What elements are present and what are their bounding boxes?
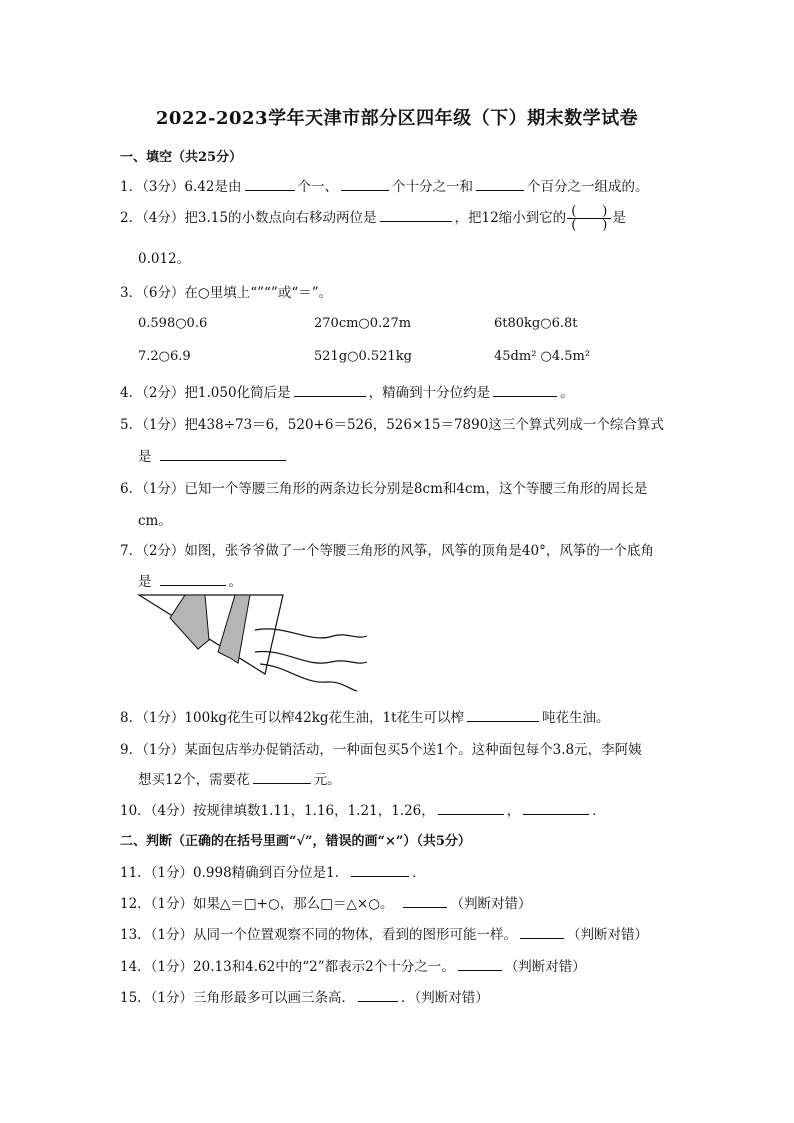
- compare-item: 6t80kg○6.8t: [494, 316, 578, 331]
- answer-blank[interactable]: [458, 956, 502, 971]
- compare-item: 45dm² ○4.5m²: [494, 349, 591, 364]
- compare-item: 270cm○0.27m: [314, 316, 412, 331]
- question-14: 14．（1分）20.13和4.62中的“2”都表示2个十分之一。 （判断对错）: [120, 955, 586, 975]
- answer-blank[interactable]: [245, 176, 295, 191]
- question-9: 9．（1分）某面包店举办促销活动，一种面包买5个送1个。这种面包每个3.8元，李阿姨: [120, 742, 642, 758]
- question-2: 2．（4分）把3.15的小数点向右移动两位是 ，把12缩小到它的 $\frac{( )}{( )}$ 是: [120, 204, 626, 233]
- page-title: 2022-2023学年天津市部分区四年级（下）期末数学试卷: [155, 108, 639, 129]
- answer-blank[interactable]: [520, 924, 564, 939]
- compare-item: 7.2○6.9: [138, 349, 191, 364]
- question-12: 12．（1分）如果△＝□+○，那么□＝△×○。 （判断对错）: [120, 892, 531, 912]
- answer-blank[interactable]: [358, 987, 398, 1002]
- compare-item: 521g○0.521kg: [314, 349, 412, 364]
- question-6-continued: cm。: [138, 513, 172, 529]
- question-5-continued: 是: [138, 445, 289, 465]
- answer-blank[interactable]: [476, 176, 524, 191]
- answer-blank[interactable]: [403, 893, 447, 908]
- question-4: 4．（2分）把1.050化简后是 ，精确到十分位约是 。: [120, 381, 574, 401]
- answer-blank[interactable]: [341, 176, 389, 191]
- kite-figure: [135, 592, 375, 698]
- question-1: 1．（3分）6.42是由 个一、 个十分之一和 个百分之一组成的。: [120, 175, 649, 195]
- question-15: 15．（1分）三角形最多可以画三条高． ．（判断对错）: [120, 986, 489, 1006]
- answer-blank[interactable]: [294, 382, 366, 397]
- question-6: 6．（1分）已知一个等腰三角形的两条边长分别是8cm和4cm，这个等腰三角形的周长是: [120, 481, 648, 497]
- question-9-continued: 想买12个，需要花 元。: [138, 768, 341, 788]
- answer-blank[interactable]: [438, 800, 504, 815]
- question-2-continued: 0.012。: [138, 251, 191, 267]
- question-7-continued: 是 。: [138, 570, 242, 590]
- answer-blank[interactable]: [351, 862, 409, 877]
- answer-blank[interactable]: [160, 446, 286, 461]
- answer-blank[interactable]: [467, 707, 539, 722]
- compare-item: 0.598○0.6: [138, 316, 208, 331]
- answer-blank[interactable]: [160, 571, 226, 586]
- question-8: 8．（1分）100kg花生可以榨42kg花生油，1t花生可以榨 吨花生油。: [120, 706, 610, 726]
- kite-tail: [260, 664, 357, 691]
- answer-blank[interactable]: [380, 207, 452, 222]
- question-3: 3．（6分）在○里填上“”“”或“＝”。: [120, 285, 333, 301]
- section-heading-judgement: 二、判断（正确的在括号里画“√”，错误的画“×”）（共5分）: [120, 834, 471, 849]
- question-11: 11．（1分）0.998精确到百分位是1． ．: [120, 861, 426, 881]
- answer-blank[interactable]: [523, 800, 589, 815]
- question-5: 5．（1分）把438÷73＝6，520+6＝526，526×15＝7890这三个算式列成一个综合算式: [120, 417, 664, 433]
- section-heading-fill-in: 一、填空（共25分）: [120, 150, 243, 165]
- question-10: 10．（4分）按规律填数1.11，1.16，1.21，1.26， ， ．: [120, 799, 606, 819]
- question-7: 7．（2分）如图，张爷爷做了一个等腰三角形的风筝，风筝的顶角是40°，风筝的一个底角: [120, 543, 654, 559]
- fraction-blank[interactable]: $\frac{( )}{( )}$: [567, 205, 611, 232]
- answer-blank[interactable]: [253, 769, 311, 784]
- answer-blank[interactable]: [493, 382, 557, 397]
- kite-triangle: [139, 595, 283, 674]
- question-13: 13．（1分）从同一个位置观察不同的物体，看到的图形可能一样。 （判断对错）: [120, 923, 648, 943]
- kite-tail: [255, 651, 367, 663]
